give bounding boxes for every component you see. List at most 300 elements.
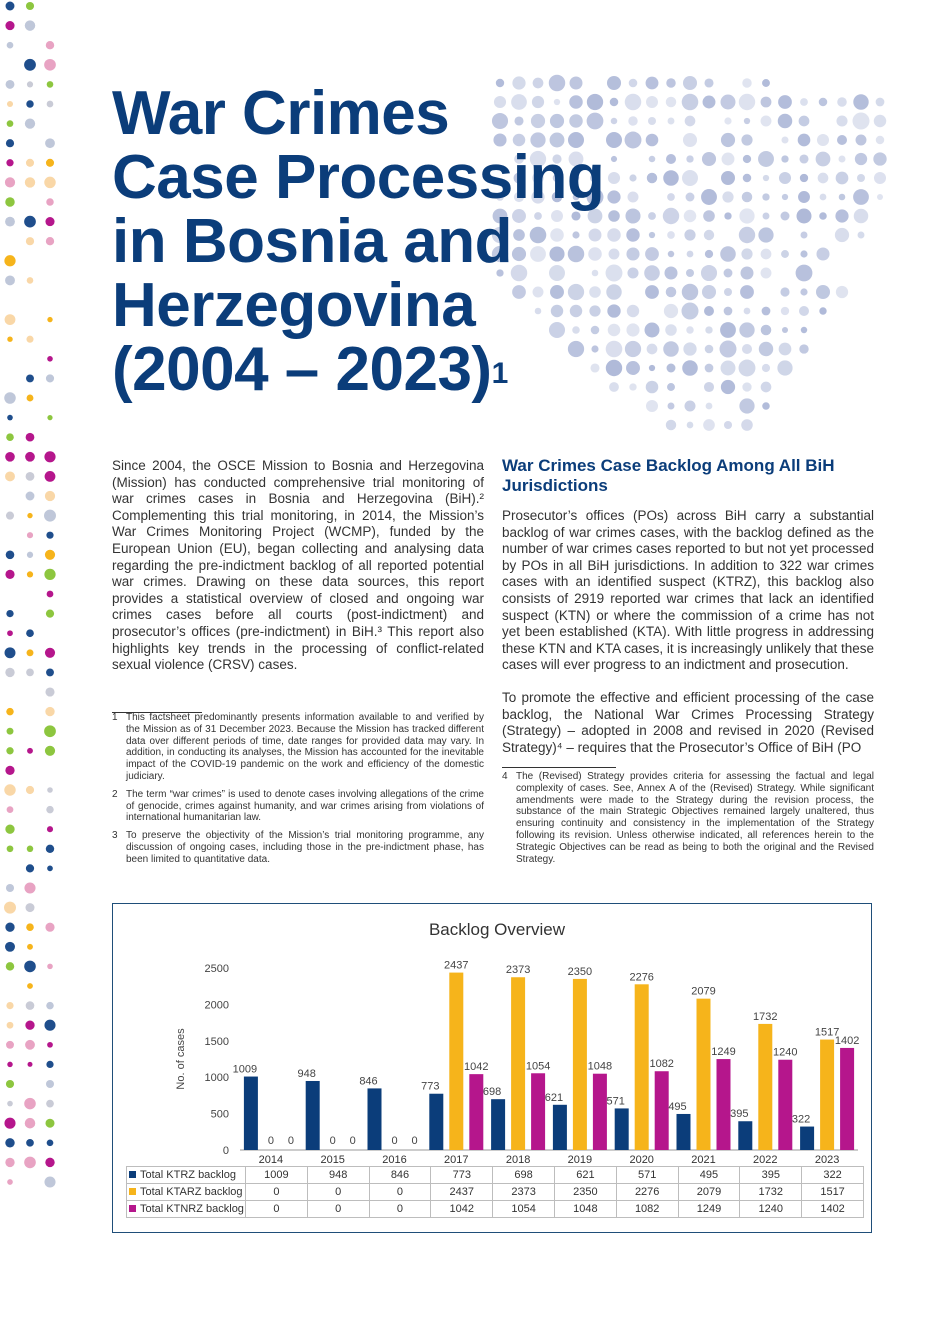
decorative-dot <box>46 806 53 813</box>
data-label: 773 <box>421 1080 440 1093</box>
decorative-dot <box>6 80 15 89</box>
map-dot <box>722 153 735 166</box>
data-table-cell: 0 <box>369 1201 431 1218</box>
map-dot <box>761 116 772 127</box>
map-dot <box>801 327 807 333</box>
data-table-cell: 1240 <box>740 1201 802 1218</box>
title-line-4: Herzegovina <box>112 271 476 340</box>
decorative-dot <box>7 728 14 735</box>
map-dot <box>703 210 715 222</box>
data-label: 2079 <box>691 985 716 998</box>
data-label: 846 <box>359 1075 378 1088</box>
legend-label: Total KTRZ backlog <box>140 1169 236 1181</box>
legend-label: Total KTNRZ backlog <box>140 1203 244 1215</box>
map-dot <box>720 341 737 358</box>
footnote-item: 3 To preserve the objectivity of the Mission’s trial monitoring programme, any discussion of ongoing cases, including those in the pre-indictment phase, has been limited to quantitative data. <box>112 830 484 865</box>
map-dot <box>704 230 714 240</box>
map-dot <box>858 232 865 239</box>
decorative-dot <box>25 452 35 462</box>
decorative-dot <box>45 707 54 716</box>
map-dot <box>685 116 696 127</box>
backlog-paragraph-1: Prosecutor’s offices (POs) across BiH carry a substantial backlog of war crimes cases, with the backlog defined as the number of war crimes cases reported to but not yet processed by POs in all BiH jurisdictions. In addition to 322 war crimes cases with an identified suspect (KTRZ), this backlog also consists of 2919 reported war crimes that lack an identified suspect (KTN) or where the commission of a crime has not yet been established (KTA). With little progress in addressing these KTN and KTA cases, it is increasingly unlikely that these cases will ever progress to an indictment and prosecution. <box>502 508 874 673</box>
intro-paragraph: Since 2004, the OSCE Mission to Bosnia and Herzegovina (Mission) has conducted comprehensive trial monitoring of war crimes cases in Bosnia and Herzegovina (BiH).² Complementing this trial monitoring, in 2014, the Mission’s War Crimes Monitoring Project (WCMP), funded by the European Union (EU), began collecting and analysing data regarding the pre-indictment backlog of all reported potential war crimes. Drawing on these data sources, this report provides a statistical overview of closed and ongoing war crimes cases before all courts (post-indictment) and prosecutor’s offices (pre-indictment) in BiH.³ This report also highlights key trends in the processing of conflict-related sexual violence (CRSV) cases. <box>112 458 484 673</box>
decorative-dot <box>27 571 33 577</box>
decorative-dot <box>45 746 55 756</box>
title-line-1: War Crimes <box>112 79 450 148</box>
data-table-cell: 846 <box>369 1167 431 1184</box>
data-label: 2437 <box>444 959 469 972</box>
map-dot <box>762 79 770 87</box>
map-dot <box>873 152 886 165</box>
data-label: 395 <box>730 1108 749 1121</box>
decorative-dot <box>26 2 34 10</box>
decorative-dot <box>45 687 54 696</box>
data-label: 2350 <box>567 965 593 978</box>
data-label: 2276 <box>629 971 654 984</box>
map-dot <box>742 382 751 391</box>
decorative-dot <box>27 395 34 402</box>
map-dot <box>739 94 755 110</box>
decorative-dot <box>45 1158 54 1167</box>
data-table-cell: 1249 <box>678 1201 740 1218</box>
decorative-dot <box>46 1061 53 1068</box>
x-tick-label: 2023 <box>814 1154 840 1166</box>
data-label: 948 <box>297 1067 316 1080</box>
map-dot <box>739 227 755 243</box>
data-table-cell: 0 <box>246 1201 308 1218</box>
map-dot <box>741 248 752 259</box>
map-dot <box>762 307 771 316</box>
x-tick-label: 2015 <box>320 1154 345 1166</box>
decorative-dot <box>7 630 13 636</box>
map-dot <box>820 194 827 201</box>
decorative-dot <box>24 1098 36 1110</box>
decorative-dot <box>7 415 13 421</box>
decorative-dot <box>6 433 14 441</box>
data-table-cell: 1054 <box>493 1201 555 1218</box>
decorative-dot <box>45 138 55 148</box>
decorative-dot <box>5 668 14 677</box>
decorative-dot <box>44 510 56 522</box>
title-line-3: in Bosnia and <box>112 207 512 276</box>
decorative-dot <box>25 1040 35 1050</box>
map-dot <box>763 175 769 181</box>
data-label: 698 <box>482 1086 502 1099</box>
decorative-dot <box>5 570 14 579</box>
map-dot <box>853 113 870 130</box>
data-label: 1249 <box>711 1046 736 1059</box>
decorative-dot <box>24 59 36 71</box>
decorative-dot <box>7 336 12 341</box>
map-dot <box>682 284 698 300</box>
map-dot <box>744 308 751 315</box>
y-tick-label: 2500 <box>204 963 229 975</box>
decorative-dot <box>44 59 56 71</box>
x-tick-label: 2018 <box>505 1154 531 1166</box>
decorative-dot <box>7 120 14 127</box>
decorative-dot <box>5 177 15 187</box>
decorative-dot <box>27 552 33 558</box>
map-dot <box>705 250 713 258</box>
decorative-dot <box>47 1139 54 1146</box>
map-dot <box>724 288 732 296</box>
decorative-dot <box>26 1139 34 1147</box>
map-dot <box>702 285 716 299</box>
data-table-cell: 1517 <box>802 1184 864 1201</box>
map-dot <box>687 422 694 429</box>
decorative-dot <box>6 884 14 892</box>
map-dot <box>835 209 848 222</box>
map-dot <box>801 232 808 239</box>
map-dot <box>762 402 770 410</box>
map-dot <box>836 286 848 298</box>
map-dot <box>798 191 810 203</box>
decorative-dot <box>4 902 16 914</box>
backlog-paragraph-2: To promote the effective and efficient processing of the case backlog, the National War Crimes Processing Strategy (Strategy) – adopted in 2008 and revised in 2020 (Revised Strategy)⁴ – requires that the Prosecutor’s Office of BiH (PO <box>502 689 874 755</box>
decorative-dot <box>26 237 34 245</box>
data-table-cell: 2437 <box>431 1184 493 1201</box>
data-table-row <box>127 1167 864 1184</box>
map-dot <box>684 400 695 411</box>
map-dot <box>682 170 698 186</box>
decorative-dot <box>26 472 35 481</box>
map-dot <box>817 134 829 146</box>
data-label: 1054 <box>525 1060 551 1073</box>
decorative-dot <box>5 471 15 481</box>
decorative-dot <box>27 513 32 518</box>
title-line-2: Case Processing <box>112 143 605 212</box>
decorative-dot <box>26 669 34 677</box>
legend-entry <box>127 1201 246 1218</box>
decorative-dot <box>45 491 55 501</box>
data-table-row <box>127 1201 864 1218</box>
x-tick-label: 2014 <box>258 1154 284 1166</box>
decorative-dot <box>24 961 36 973</box>
legend-entry <box>127 1184 246 1201</box>
decorative-dot <box>44 725 56 737</box>
map-dot <box>741 267 754 280</box>
decorative-dot <box>47 826 53 832</box>
legend-swatch <box>129 1171 136 1178</box>
decorative-dot <box>5 647 16 658</box>
map-dot <box>739 208 754 223</box>
data-label: 1240 <box>773 1046 798 1059</box>
map-dot <box>778 114 793 129</box>
map-dot <box>761 249 772 260</box>
map-dot <box>666 420 676 430</box>
map-dot <box>740 285 754 299</box>
decorative-dot <box>25 1021 34 1030</box>
map-dot <box>739 398 754 413</box>
map-dot <box>799 116 810 127</box>
decorative-dot <box>45 923 54 932</box>
map-dot <box>683 76 697 90</box>
data-table-cell: 698 <box>493 1167 555 1184</box>
data-table-cell: 0 <box>307 1201 369 1218</box>
map-dot <box>704 78 713 87</box>
decorative-dot <box>44 451 55 462</box>
decorative-dot <box>25 118 35 128</box>
map-dot <box>743 155 751 163</box>
decorative-dot <box>26 1001 35 1010</box>
map-dot <box>724 212 731 219</box>
map-dot <box>781 155 788 162</box>
decorative-dot <box>44 1020 55 1031</box>
map-dot <box>779 343 792 356</box>
map-dot <box>782 327 788 333</box>
decorative-dot <box>26 433 35 442</box>
map-dot <box>816 247 829 260</box>
map-dot <box>839 194 846 201</box>
map-dot <box>683 342 696 355</box>
decorative-dot <box>26 923 34 931</box>
data-table-cell: 1048 <box>554 1201 616 1218</box>
y-tick-label: 0 <box>222 1145 229 1157</box>
map-dot <box>781 307 789 315</box>
map-dot <box>853 94 868 109</box>
data-table-cell: 571 <box>616 1167 678 1184</box>
decorative-dot <box>7 806 14 813</box>
map-dot <box>819 212 827 220</box>
map-dot <box>761 268 772 279</box>
decorative-dot <box>6 610 13 617</box>
map-dot <box>781 136 788 143</box>
decorative-dot <box>26 159 34 167</box>
decorative-dot <box>46 159 54 167</box>
map-dot <box>837 97 847 107</box>
map-dot <box>703 96 716 109</box>
decorative-dot <box>46 845 54 853</box>
data-table-row <box>127 1184 864 1201</box>
map-dot <box>721 95 736 110</box>
map-dot <box>779 172 791 184</box>
decorative-dot <box>45 550 55 560</box>
data-label: 1082 <box>649 1058 674 1071</box>
map-dot <box>742 344 752 354</box>
data-label: 621 <box>544 1091 564 1104</box>
map-dot <box>816 152 831 167</box>
title-footnote-ref: 1 <box>491 357 508 390</box>
decorative-dot <box>47 101 54 108</box>
x-tick-label: 2017 <box>444 1154 469 1166</box>
decorative-dot <box>27 81 33 87</box>
decorative-dot <box>46 1100 54 1108</box>
footnote-divider-right <box>502 767 616 768</box>
decorative-dot <box>25 1118 36 1129</box>
decorative-dot <box>46 374 54 382</box>
y-axis-label: No. of cases <box>175 1028 187 1090</box>
x-tick-label: 2020 <box>629 1154 654 1166</box>
map-dot <box>836 172 849 185</box>
y-tick-label: 1500 <box>204 1035 229 1048</box>
map-dot <box>835 228 849 242</box>
decorative-dot <box>46 198 54 206</box>
x-tick-label: 2021 <box>691 1154 716 1166</box>
x-tick-label: 2016 <box>382 1154 407 1166</box>
map-dot <box>780 287 789 296</box>
map-dot <box>724 117 731 124</box>
decorative-dot <box>46 532 53 539</box>
map-dot <box>686 193 695 202</box>
decorative-dots-left <box>0 0 60 1329</box>
y-tick-label: 500 <box>210 1108 229 1121</box>
data-table-cell: 2276 <box>616 1184 678 1201</box>
decorative-dot <box>7 1062 12 1067</box>
data-label: 0 <box>391 1135 398 1147</box>
y-tick-label: 1000 <box>204 1072 229 1085</box>
map-dot <box>684 229 695 240</box>
map-dot <box>705 345 714 354</box>
data-label: 322 <box>791 1113 811 1126</box>
map-dot <box>739 360 756 377</box>
map-dot <box>758 151 774 167</box>
map-dot <box>682 360 698 376</box>
map-dot <box>722 191 733 202</box>
data-label: 0 <box>287 1135 294 1147</box>
footnote-item: 2 The term “war crimes” is used to denote cases involving allegations of the crime of genocide, crimes against humanity, and war crimes arising from violations of international humanitarian law. <box>112 788 484 824</box>
data-table-cell: 2079 <box>678 1184 740 1201</box>
decorative-dot <box>47 317 52 322</box>
decorative-dot <box>24 1157 36 1169</box>
decorative-dot <box>5 452 15 462</box>
decorative-dot <box>24 216 36 228</box>
map-dot <box>703 419 715 431</box>
map-dot <box>818 173 829 184</box>
decorative-dot <box>25 177 35 187</box>
decorative-dot <box>5 766 14 775</box>
map-dot <box>742 192 753 203</box>
data-table-cell: 2373 <box>493 1184 555 1201</box>
data-table-cell: 2350 <box>554 1184 616 1201</box>
decorative-dot <box>27 277 34 284</box>
map-dot <box>800 174 808 182</box>
map-dot <box>704 382 714 392</box>
decorative-dot <box>5 923 14 932</box>
map-dot <box>682 303 699 320</box>
decorative-dot <box>24 882 35 893</box>
decorative-dot <box>7 1022 14 1029</box>
map-dot <box>686 155 693 162</box>
data-label: 0 <box>349 1135 356 1147</box>
map-dot <box>856 135 867 146</box>
decorative-dot <box>6 708 13 715</box>
data-label: 0 <box>329 1135 336 1147</box>
decorative-dot <box>47 415 52 420</box>
data-table-cell: 621 <box>554 1167 616 1184</box>
map-dot <box>777 360 792 375</box>
map-dot <box>686 269 694 277</box>
decorative-dot <box>6 1041 14 1049</box>
decorative-dot <box>27 748 33 754</box>
map-dot <box>721 133 735 147</box>
map-dot <box>876 98 885 107</box>
decorative-dot <box>6 2 15 11</box>
data-label: 1402 <box>834 1034 860 1047</box>
map-dot <box>721 171 735 185</box>
page-title <box>112 79 672 404</box>
decorative-dot <box>45 1119 54 1128</box>
decorative-dot <box>4 255 15 266</box>
map-dot <box>763 213 770 220</box>
legend-swatch <box>129 1205 136 1212</box>
map-dot <box>762 364 770 372</box>
decorative-dot <box>46 1002 54 1010</box>
x-tick-label: 2022 <box>753 1154 778 1166</box>
decorative-dot <box>7 1179 13 1185</box>
map-dot <box>800 288 807 295</box>
data-label: 1732 <box>753 1010 778 1023</box>
decorative-dot <box>44 1176 55 1187</box>
intro-column <box>112 458 484 690</box>
map-dot <box>704 306 714 316</box>
decorative-dot <box>45 471 56 482</box>
data-label: 1048 <box>587 1060 613 1073</box>
decorative-dot <box>5 21 14 30</box>
map-dot <box>701 189 717 205</box>
map-dot <box>799 344 808 353</box>
map-dot <box>739 322 754 337</box>
decorative-dot <box>47 356 53 362</box>
map-dot <box>683 133 697 147</box>
decorative-dot <box>26 492 35 501</box>
map-dot <box>741 419 753 431</box>
decorative-dot <box>4 784 15 795</box>
legend-entry <box>127 1167 246 1184</box>
data-label: 571 <box>606 1095 625 1108</box>
decorative-dot <box>6 1002 13 1009</box>
map-dot <box>761 325 772 336</box>
data-table-cell: 1402 <box>802 1201 864 1218</box>
decorative-dot <box>47 866 53 872</box>
map-dot <box>855 153 867 165</box>
backlog-column <box>502 508 874 772</box>
data-label: 0 <box>267 1135 274 1147</box>
decorative-dot <box>47 1042 53 1048</box>
map-dot <box>720 322 736 338</box>
data-table-cell: 0 <box>369 1184 431 1201</box>
map-dot <box>876 136 884 144</box>
decorative-dot <box>46 1080 54 1088</box>
map-dot <box>762 193 769 200</box>
decorative-dot <box>5 1158 14 1167</box>
decorative-dot <box>5 314 16 325</box>
decorative-dot <box>5 1138 14 1147</box>
decorative-dot <box>26 903 35 912</box>
map-dot <box>857 174 865 182</box>
decorative-dot <box>6 159 13 166</box>
decorative-dot <box>6 139 14 147</box>
decorative-dot <box>4 392 16 404</box>
decorative-dot <box>7 101 13 107</box>
decorative-dot <box>47 964 53 970</box>
data-table-cell: 1732 <box>740 1184 802 1201</box>
decorative-dot <box>7 845 14 852</box>
map-dot <box>724 307 733 316</box>
decorative-dot <box>27 944 33 950</box>
decorative-dot <box>27 983 33 989</box>
decorative-dot <box>6 747 13 754</box>
map-dot <box>781 250 789 258</box>
map-dot <box>702 152 716 166</box>
decorative-dot <box>47 81 54 88</box>
map-dot <box>668 403 675 410</box>
decorative-dot <box>47 591 54 598</box>
map-dot <box>741 134 752 145</box>
map-dot <box>837 135 847 145</box>
decorative-dot <box>26 100 33 107</box>
map-dot <box>761 382 772 393</box>
decorative-dot <box>6 550 15 559</box>
